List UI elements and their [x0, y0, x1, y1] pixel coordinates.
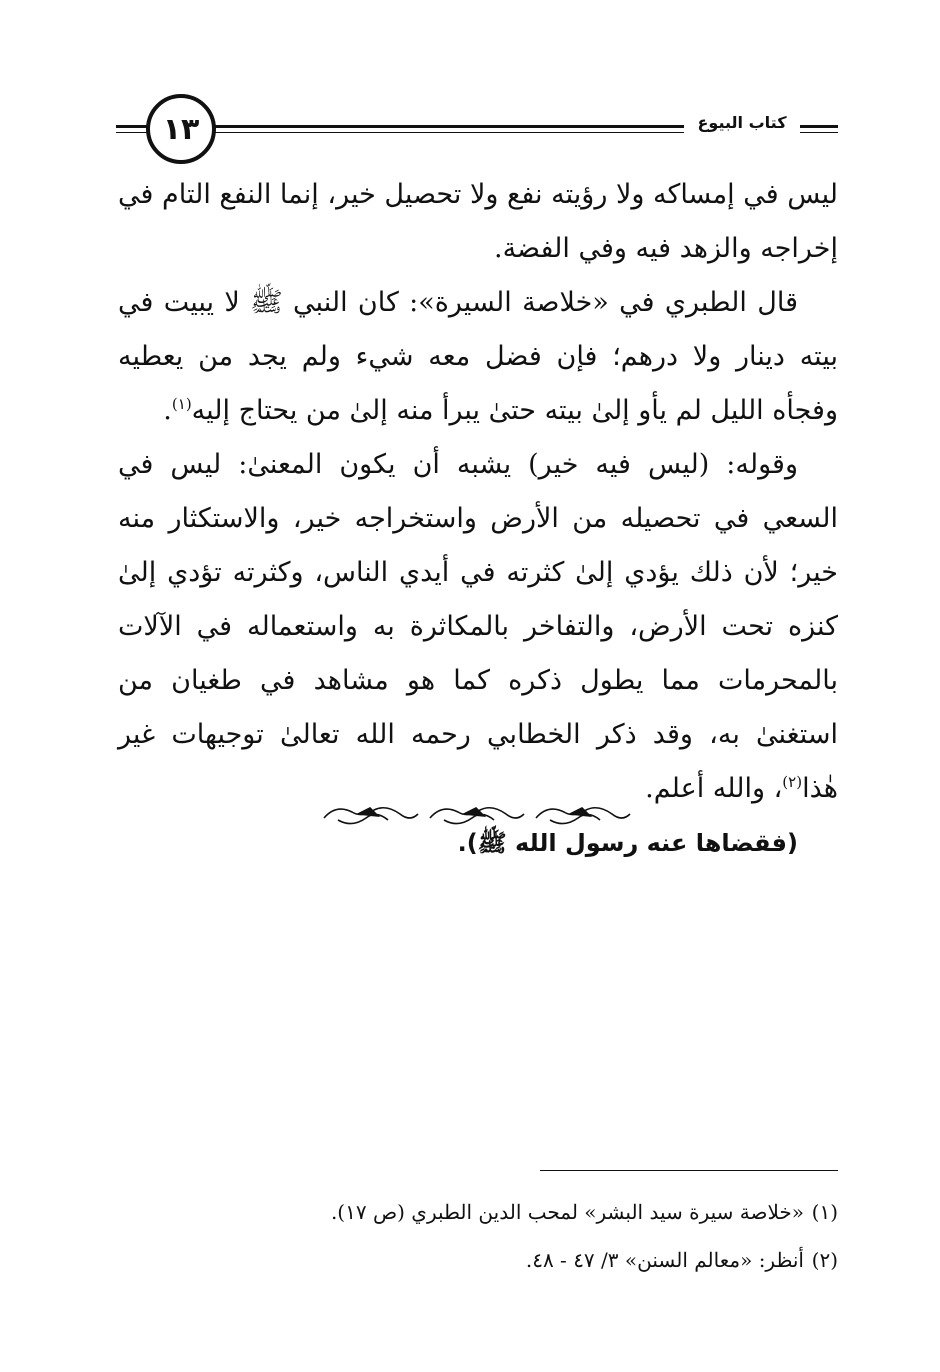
- paragraph-3-text: وقوله: (ليس فيه خير) يشبه أن يكون المعنىٰ: ليس في السعي في تحصيله من الأرض واستخراجه خير، والاستكثار منه خير؛ لأن ذلك يؤدي إلىٰ كثرته في أيدي الناس، وكثرته تؤدي إلىٰ كنزه تحت الأرض، والتفاخر بالمكاثرة به واستعماله في الآلات بالمحرمات مما يطول ذكره كما هو مشاهد في طغيان من استغنىٰ به، وقد ذكر الخطابي رحمه الله تعالىٰ توجيهات غير هٰذا: [118, 449, 838, 804]
- paragraph-2: [118, 276, 838, 438]
- header-rule-middle: [214, 125, 684, 128]
- section-divider-ornament: [318, 800, 638, 832]
- footnotes: [300, 1188, 838, 1284]
- footnote-2: [300, 1236, 838, 1284]
- footnote-separator: [540, 1170, 838, 1171]
- ornament-motif-left: [324, 808, 418, 824]
- footnote-1-number: (١): [811, 1200, 838, 1224]
- paragraph-2-text: قال الطبري في «خلاصة السيرة»: كان النبي ﷺ لا يبيت في بيته دينار ولا درهم؛ فإن فضل معه شيء ولم يجد من يعطيه وفجأه الليل لم يأو إلىٰ بيته حتىٰ يبرأ منه إلىٰ من يحتاج إليه: [118, 287, 838, 426]
- paragraph-1-text: ليس في إمساكه ولا رؤيته نفع ولا تحصيل خير، إنما النفع التام في إخراجه والزهد فيه وفي الفضة.: [118, 179, 838, 264]
- header-rule-left-thin: [116, 132, 148, 133]
- running-header: [0, 0, 940, 170]
- ornament-motif-center: [430, 808, 524, 824]
- paragraph-3-tail: ، والله أعلم.: [645, 773, 783, 804]
- paragraph-3: [118, 438, 838, 816]
- book-title: كتاب البيوع: [686, 113, 798, 132]
- hadith-quote-text: (فقضاها عنه رسول الله ﷺ).: [457, 829, 798, 857]
- header-rule-middle-thin: [214, 132, 684, 133]
- footnote-ref-1: (١): [171, 395, 192, 413]
- main-text: [118, 168, 838, 870]
- footnote-2-number: (٢): [811, 1248, 838, 1272]
- footnote-1-text: «خلاصة سيرة سيد البشر» لمحب الدين الطبري (ص ١٧).: [330, 1200, 804, 1224]
- paragraph-2-tail: .: [163, 395, 172, 426]
- paragraph-1: [118, 168, 838, 276]
- footnote-ref-2: (٢): [782, 773, 803, 791]
- page-number: ١٣: [162, 111, 200, 147]
- page-number-badge: [146, 94, 216, 164]
- header-rule-right-thin: [800, 132, 838, 133]
- footnote-2-text: أنظر: «معالم السنن» ٣/ ٤٧ - ٤٨.: [525, 1248, 804, 1272]
- ornament-motif-right: [536, 808, 630, 824]
- header-rule-right: [800, 125, 838, 128]
- header-rule-left: [116, 125, 148, 128]
- footnote-1: [300, 1188, 838, 1236]
